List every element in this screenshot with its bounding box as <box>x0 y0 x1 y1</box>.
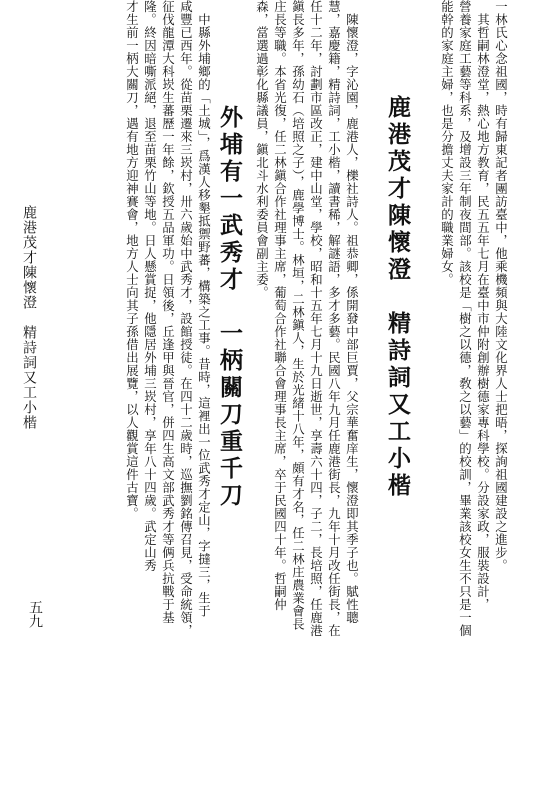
continuation-column: 其哲嗣林澄堂，熱心地方教育，民五五年七月在臺中市仲附創辦樹德家專科學校。分設家政，服裝設計， <box>475 0 491 611</box>
paragraph-column: 中縣外埔鄉的「土城」，爲漢人移墾抵禦野蕃，構築之工事。昔時，這裡出一位武秀才定山，字撻三，生于 <box>196 0 212 618</box>
paragraph-column: 慧，嘉慶籍，精詩詞，工小楷，讀書稀，解謎語，多才多藝。民國八年九月任鹿港街長，九年十月改任街長，在 <box>326 0 342 637</box>
paragraph-column: 庄長等職。本省光復，任二林鎭合作社理事主席，葡萄合作社聯合會理事長主席，卒于民國四十年。哲嗣仲 <box>272 0 288 611</box>
paragraph-column: 鎭長多年，孫幼石（培照之子），鹿學博士。林垣，二林鎭人，生於光緒十八年，頗有才名，任二林庄農業會長 <box>290 0 306 631</box>
paragraph-column: 咸豐已西年。從苗栗遷來三崁村，卅六歲始中武秀才，設館授徒。在四十二歲時，巡撫劉銘傳召見，受命統領， <box>178 0 194 637</box>
paragraph-column: 任十二年，討劃市區改正，建中山堂，學校，昭和十五年七月十九日逝世，享壽六十四，子二，長培照，任鹿港 <box>308 0 324 637</box>
running-head: 鹿港茂才陳懷澄 精詩詞又工小楷 <box>21 205 37 430</box>
paragraph-column: 才生前一柄大關刀，遇有地方迎神賽會，地方人士向其子孫借出展覽，以人觀賞這件古寶。 <box>124 0 140 520</box>
paragraph-column: 隆。終因暗嘶派絕，退至苗栗竹山等地。日人懸賞捉，他隱居外埔三崁村，享年八十四歲。武定山秀 <box>142 0 158 572</box>
page-number: 五九 <box>27 600 43 628</box>
continuation-column: 營養家庭工藝等科系，及增設三年制夜間部。該校是「樹之以德，敎之以藝」的校訓，畢業該校女生不只是一個 <box>457 0 473 637</box>
continuation-column: 一林氏心念祖國，時有歸東記者團訪臺中，他乘機頻與大陸文化界人士把晤，探詢祖國建設之進步。 <box>493 0 509 572</box>
paragraph-column: 森，當選過彰化縣議員，鎭北斗水利委員會副主委。 <box>254 0 270 299</box>
continuation-column: 能幹的家庭主婦，也是分擔丈夫家計的職業婦女。 <box>439 0 455 286</box>
paragraph-column: 陳懷澄，字沁園，鹿港人，櫟社詩人。祖恭卿，係開發中部巨賈，父宗華奮庠生，懷澄即其季子也。賦性聰 <box>344 0 360 624</box>
section-title-chen-huaicheng: 鹿港茂才陳懷澄 精詩詞又工小楷 <box>384 95 411 500</box>
section-title-wu-xiucai: 外埔有一武秀才 一柄關刀重千刀 <box>216 105 243 510</box>
paragraph-column: 征伐龍潭大科崁生蕃歷一年餘，欽授五品軍功。日領後，丘逢甲與晉官，併四生高文部武秀才等俩兵抗戰于基 <box>160 0 176 624</box>
